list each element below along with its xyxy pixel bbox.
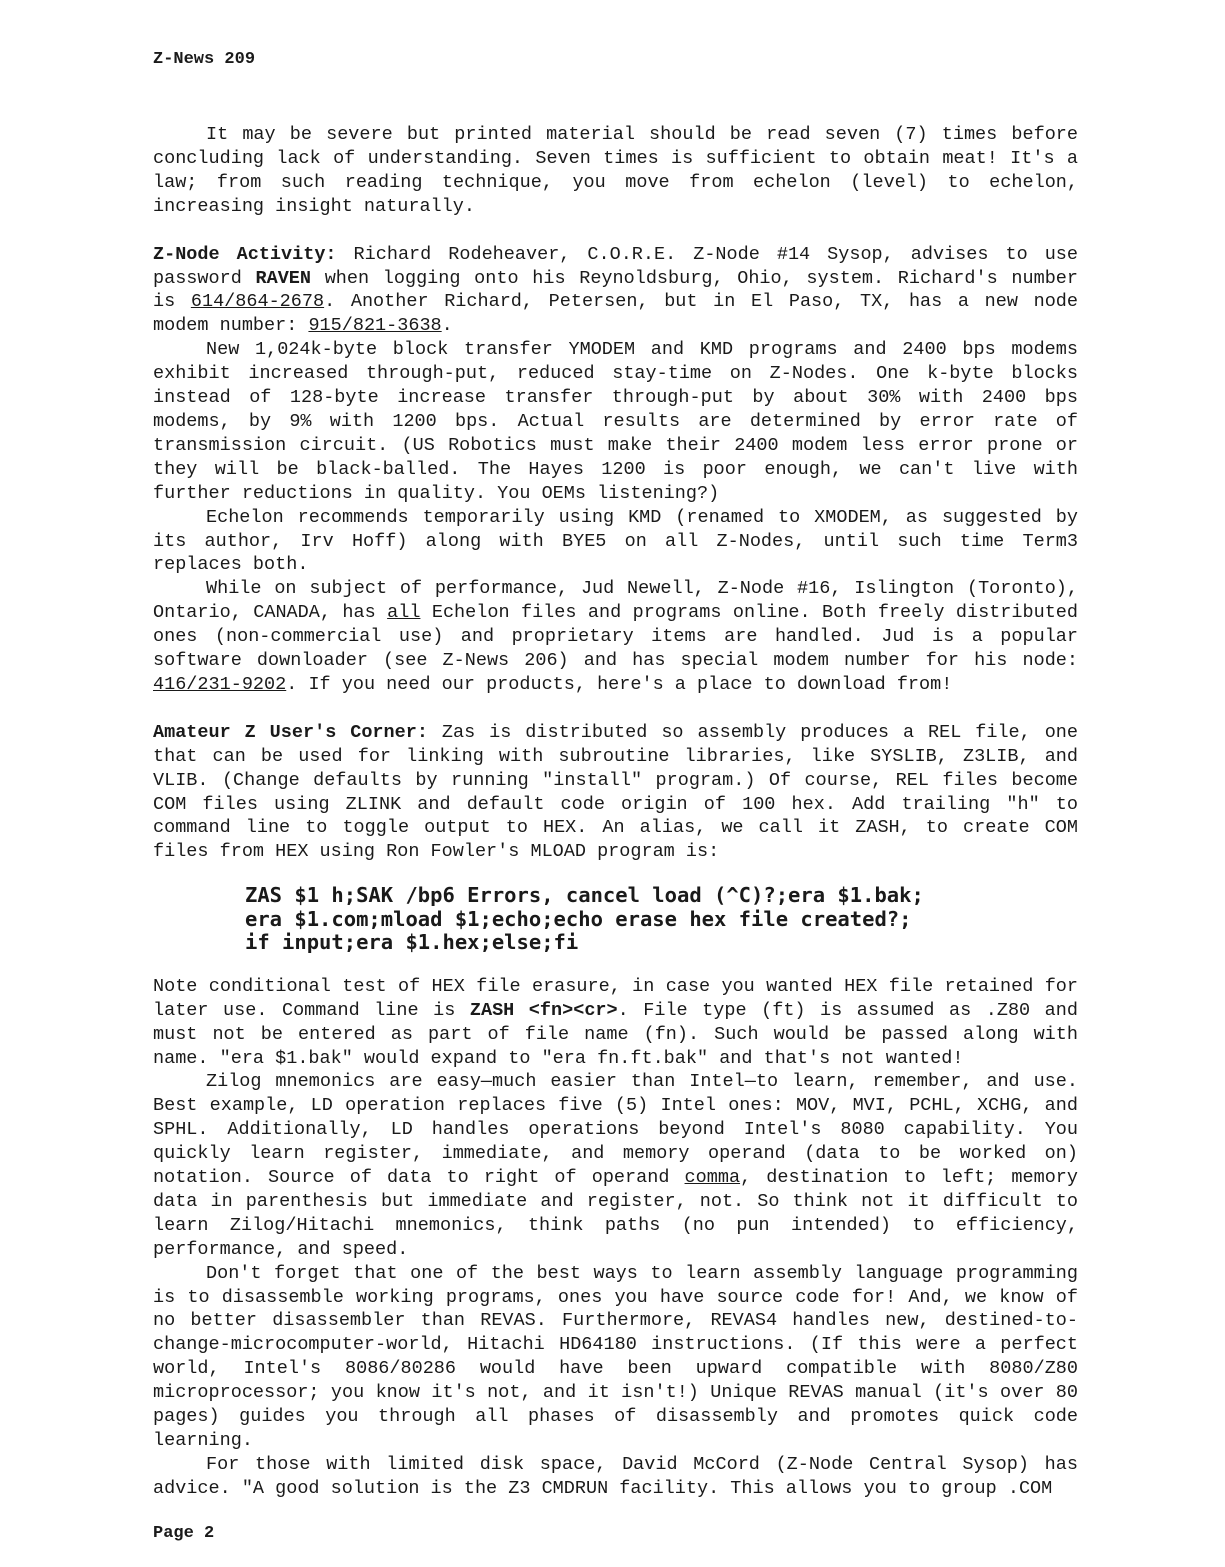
paragraph-reading-advice: It may be severe but printed material should be read seven (7) times before concluding lack of understanding. Seven times is sufficient to obtain meat! It's a law; from such reading technique, you move from echelon (level) to echelon, increasing insight naturally. [153, 124, 1078, 217]
paragraph-ymodem: New 1,024k-byte block transfer YMODEM and KMD programs and 2400 bps modems exhibit increased through-put, reduced stay-time on Z-Nodes. One k-byte blocks instead of 128-byte increase transfer through-put by about 30% with 2400 bps modems, by 9% with 1200 bps. Actual results are determined by error rate of transmission circuit. (US Robotics must make their 2400 modem less error prone or they will be black-balled. The Hayes 1200 is poor enough, we can't live with further reductions in quality. You OEMs listening?) [153, 339, 1078, 504]
phone-number-toronto: 416/231-9202 [153, 673, 287, 695]
article-body [153, 123, 1078, 1501]
page-header: Z-News 209 [153, 50, 256, 69]
code-block-zash-alias [245, 884, 1078, 955]
paragraph-znode-activity: Z-Node Activity: Richard Rodeheaver, C.O.R.E. Z-Node #14 Sysop, advises to use password RAVEN when logging onto his Reynoldsburg, Ohio, system. Richard's number is 614/864-2678. Another Richard, Petersen, but in El Paso, TX, has a new node modem number: 915/821-3638. [153, 243, 1079, 337]
page-footer: Page 2 [153, 1524, 215, 1543]
paragraph-jud-newell: While on subject of performance, Jud Newell, Z-Node #16, Islington (Toronto), Ontario, CANADA, has all Echelon files and programs online. Both freely distributed ones (non-commercial use) and proprietary items are handled. Jud is a popular software downloader (see Z-News 206) and has special modem number for his node: 416/231-9202. If you need our products, here's a place to download from! [153, 578, 1078, 695]
paragraph-hex-erasure-note: Note conditional test of HEX file erasure, in case you wanted HEX file retained for later use. Command line is ZASH <fn><cr>. File type (ft) is assumed as .Z80 and must not be entered as part of file name (fn). Such would be passed along with name. "era $1.bak" would expand to "era fn.ft.bak" and that's not wanted! [153, 975, 1078, 1069]
section-heading-amateur-corner: Amateur Z User's Corner: [153, 721, 428, 743]
paragraph-revas: Don't forget that one of the best ways to learn assembly language programming is to disassemble working programs, ones you have source code for! And, we know of no better disassembler than REVAS. Furthermore, REVAS4 handles new, destined-to-change-microcomputer-world, Hitachi HD64180 instructions. (If this were a perfect world, Intel's 8086/80286 would have been upward compatible with 8080/Z80 microprocessor; you know it's not, and it isn't!) Unique REVAS manual (it's over 80 pages) guides you through all phases of disassembly and promotes quick code learning. [153, 1262, 1078, 1451]
section-heading-znode-activity: Z-Node Activity: [153, 243, 337, 265]
paragraph-echelon-kmd: Echelon recommends temporarily using KMD (renamed to XMODEM, as suggested by its author, Irv Hoff) along with BYE5 on all Z-Nodes, until such time Term3 replaces both. [153, 506, 1078, 576]
underlined-all: all [387, 602, 421, 624]
phone-number-reynoldsburg: 614/864-2678 [190, 291, 325, 313]
underlined-comma: comma [684, 1167, 741, 1189]
paragraph-amateur-corner: Amateur Z User's Corner: Zas is distributed so assembly produces a REL file, one that can be used for linking with subroutine libraries, like SYSLIB, Z3LIB, and VLIB. (Change defaults by running "install" program.) Of course, REL files become COM files using ZLINK and default code origin of 100 hex. Add trailing "h" to command line to toggle output to HEX. An alias, we call it ZASH, to create COM files from HEX using Ron Fowler's MLOAD program is: [153, 721, 1078, 863]
paragraph-zilog-mnemonics: Zilog mnemonics are easy—much easier than Intel—to learn, remember, and use. Best example, LD operation replaces five (5) Intel ones: MOV, MVI, PCHL, XCHG, and SPHL. Additionally, LD handles operations beyond Intel's 8080 capability. You quickly learn register, immediate, and memory operand (data to be worked on) notation. Source of data to right of operand comma, destination to left; memory data in parenthesis but immediate and register, not. So think not it difficult to learn Zilog/Hitachi mnemonics, think paths (no pun intended) to efficiency, performance, and speed. [153, 1071, 1078, 1260]
code-line: ZAS $1 h;SAK /bp6 Errors, cancel load (^C)?;era $1.bak; [245, 883, 924, 908]
phone-number-el-paso: 915/821-3638 [308, 315, 442, 337]
paragraph-mccord: For those with limited disk space, David McCord (Z-Node Central Sysop) has advice. "A good solution is the Z3 CMDRUN facility. This allows you to group .COM [153, 1453, 1078, 1499]
command-line-text: ZASH <fn><cr> [469, 999, 618, 1021]
code-line: if input;era $1.hex;else;fi [245, 930, 579, 955]
password-text: RAVEN [255, 267, 312, 289]
code-line: era $1.com;mload $1;echo;echo erase hex file created?; [245, 906, 912, 931]
